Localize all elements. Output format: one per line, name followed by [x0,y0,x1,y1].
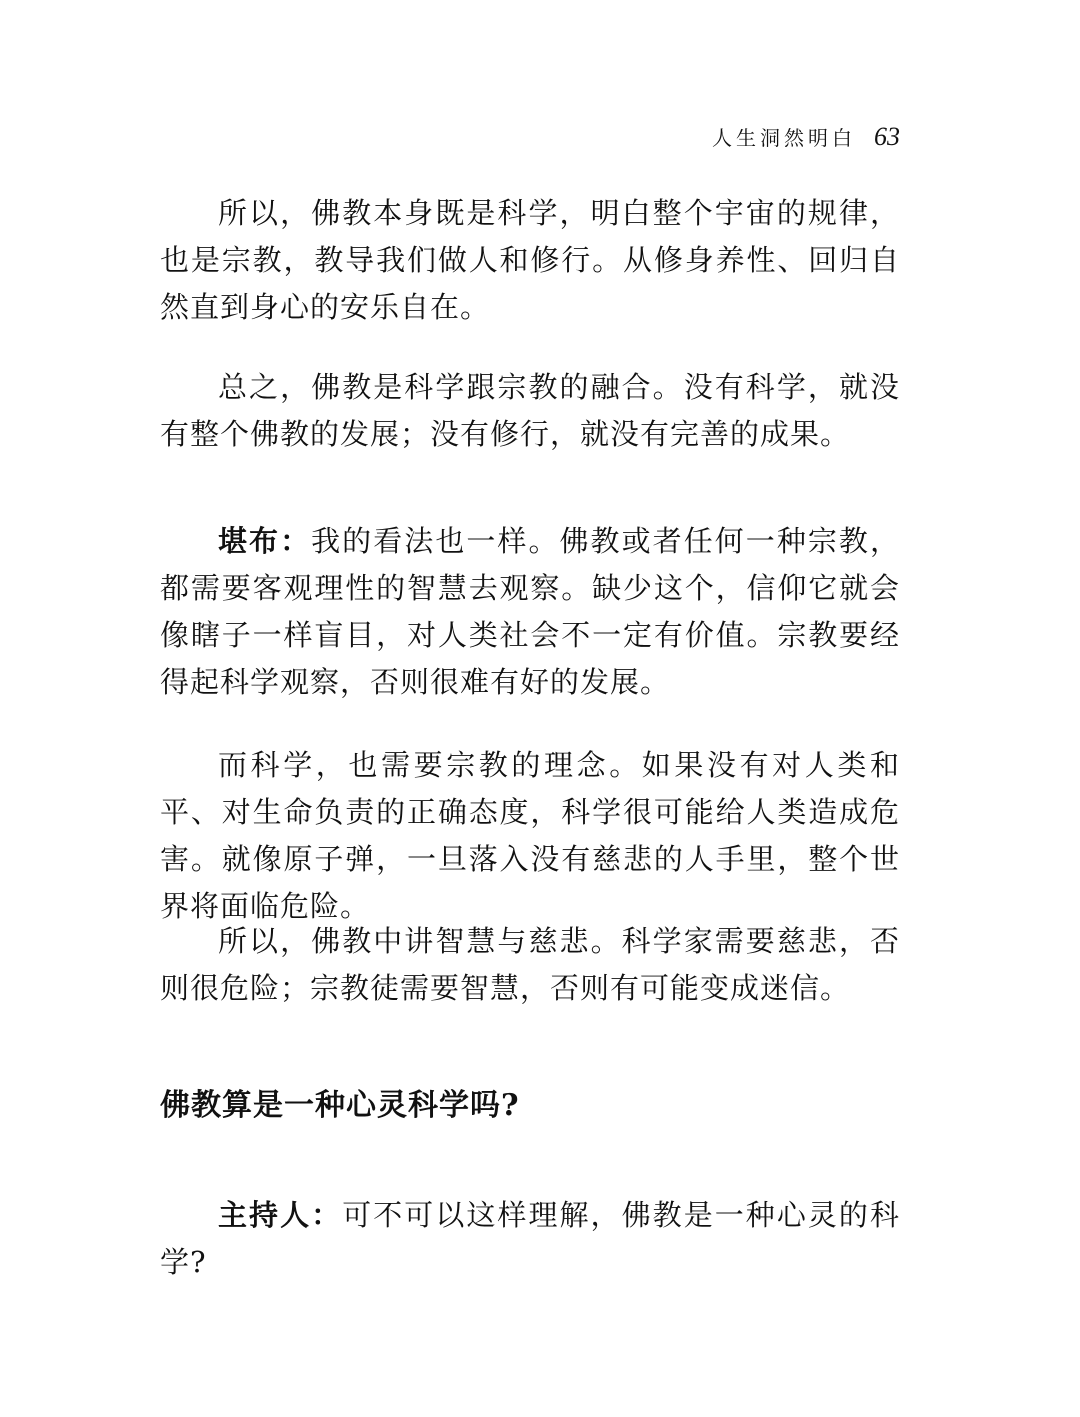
paragraph-3-text: 我的看法也一样。佛教或者任何一种宗教，都需要客观理性的智慧去观察。缺少这个，信仰它就会像瞎子一样盲目，对人类社会不一定有价值。宗教要经得起科学观察，否则很难有好的发展。 [160,524,900,699]
paragraph-5: 所以，佛教中讲智慧与慈悲。科学家需要慈悲，否则很危险；宗教徒需要智慧，否则有可能变成迷信。 [160,924,900,1005]
paragraph-2-block [160,364,900,458]
paragraph-1: 所以，佛教本身既是科学，明白整个宇宙的规律，也是宗教，教导我们做人和修行。从修身养性、回归自然直到身心的安乐自在。 [160,196,900,324]
paragraph-4-block [160,742,900,930]
running-header [712,122,900,152]
page-number: 63 [874,122,900,151]
speaker-label-kanbu: 堪布： [218,524,312,558]
paragraph-3 [160,518,900,706]
paragraph-1-block [160,190,900,331]
paragraph-2: 总之，佛教是科学跟宗教的融合。没有科学，就没有整个佛教的发展；没有修行，就没有完善的成果。 [160,370,900,451]
paragraph-6-block [160,1192,900,1286]
paragraph-3-block [160,518,900,706]
paragraph-4: 而科学，也需要宗教的理念。如果没有对人类和平、对生命负责的正确态度，科学很可能给人类造成危害。就像原子弹，一旦落入没有慈悲的人手里，整个世界将面临危险。 [160,748,900,923]
paragraph-6-text: 可不可以这样理解，佛教是一种心灵的科学? [160,1198,900,1279]
paragraph-6 [160,1192,900,1286]
paragraph-5-block [160,918,900,1012]
speaker-label-host: 主持人： [218,1198,343,1232]
section-heading: 佛教算是一种心灵科学吗? [160,1088,520,1123]
running-title: 人生洞然明白 [712,126,856,150]
